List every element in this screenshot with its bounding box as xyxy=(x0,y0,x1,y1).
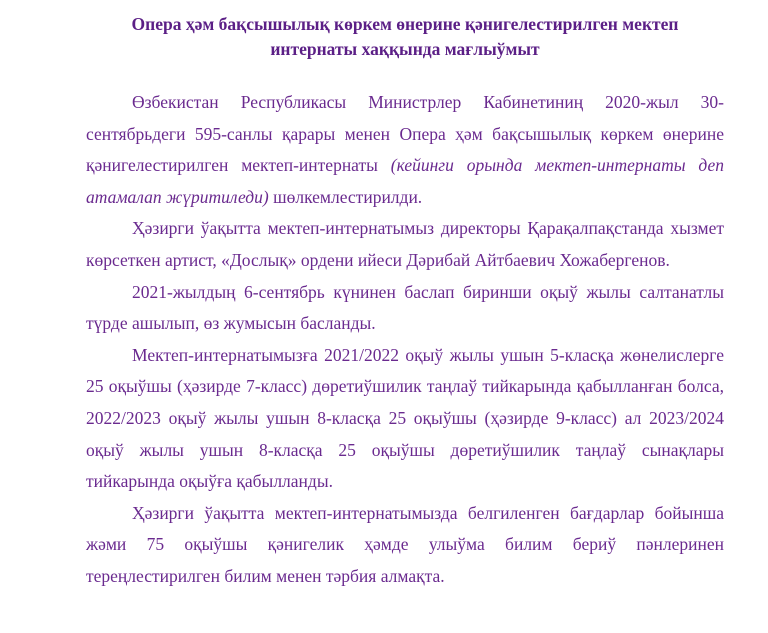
paragraph-opening: 2021-жылдың 6-сентябрь күнинен баслап биринши оқыў жылы салтанатлы түрде ашылып, өз жумысын басланды. xyxy=(86,281,724,334)
paragraph-founding xyxy=(86,87,724,213)
paragraph-founding-italic-note: (кейинги орында мектеп-интернаты деп атамалап жүритиледи) xyxy=(86,155,724,207)
paragraph-admissions: Мектеп-интернатымызға 2021/2022 оқыў жылы ушын 5-класқа жөнелислерге 25 оқыўшы (ҳәзирде 7-класс) дөретиўшилик таңлаў тийкарында қабылланған болса, 2022/2023 оқыў жылы ушын 8-класқа 25 оқыўшы (ҳәзирде 9-класс) ал 2023/2024 оқыў жылы ушын 8-класқа 25 оқыўшы дөретиўшилик таңлаў сынақлары тийкарында оқыўға қабылланды. xyxy=(86,344,724,492)
page-title-line-2: интернаты хаққында мағлыўмыт xyxy=(270,39,540,59)
paragraph-current-students: Ҳәзирги ўақытта мектеп-интернатымызда белгиленген бағдарлар бойынша жәми 75 оқыўшы қәнигелик ҳәмде улыўма билим бериў пәнлеринен тереңлестирилген билим менен тәрбия алмақта. xyxy=(86,502,724,586)
page-title-line-1: Опера ҳәм бақсышылық көркем өнерине қәнигелестирилген мектеп xyxy=(131,14,679,34)
paragraph-director: Ҳәзирги ўақытта мектеп-интернатымыз директоры Қарақалпақстанда хызмет көрсеткен артист, «Дослық» ордени ийеси Дәрибай Айтбаевич Хожабергенов. xyxy=(86,218,724,270)
paragraph-founding-text: Өзбекистан Республикасы Министрлер Кабинетиниң 2020-жыл 30-сентябрьдеги 595-санлы қарары менен Опера ҳәм бақсышылық көркем өнерине қәнигелестирилген мектеп-интернаты xyxy=(86,92,724,176)
paragraph-founding-ending: шөлкемлестирилди. xyxy=(268,186,423,207)
page-title xyxy=(86,12,724,62)
